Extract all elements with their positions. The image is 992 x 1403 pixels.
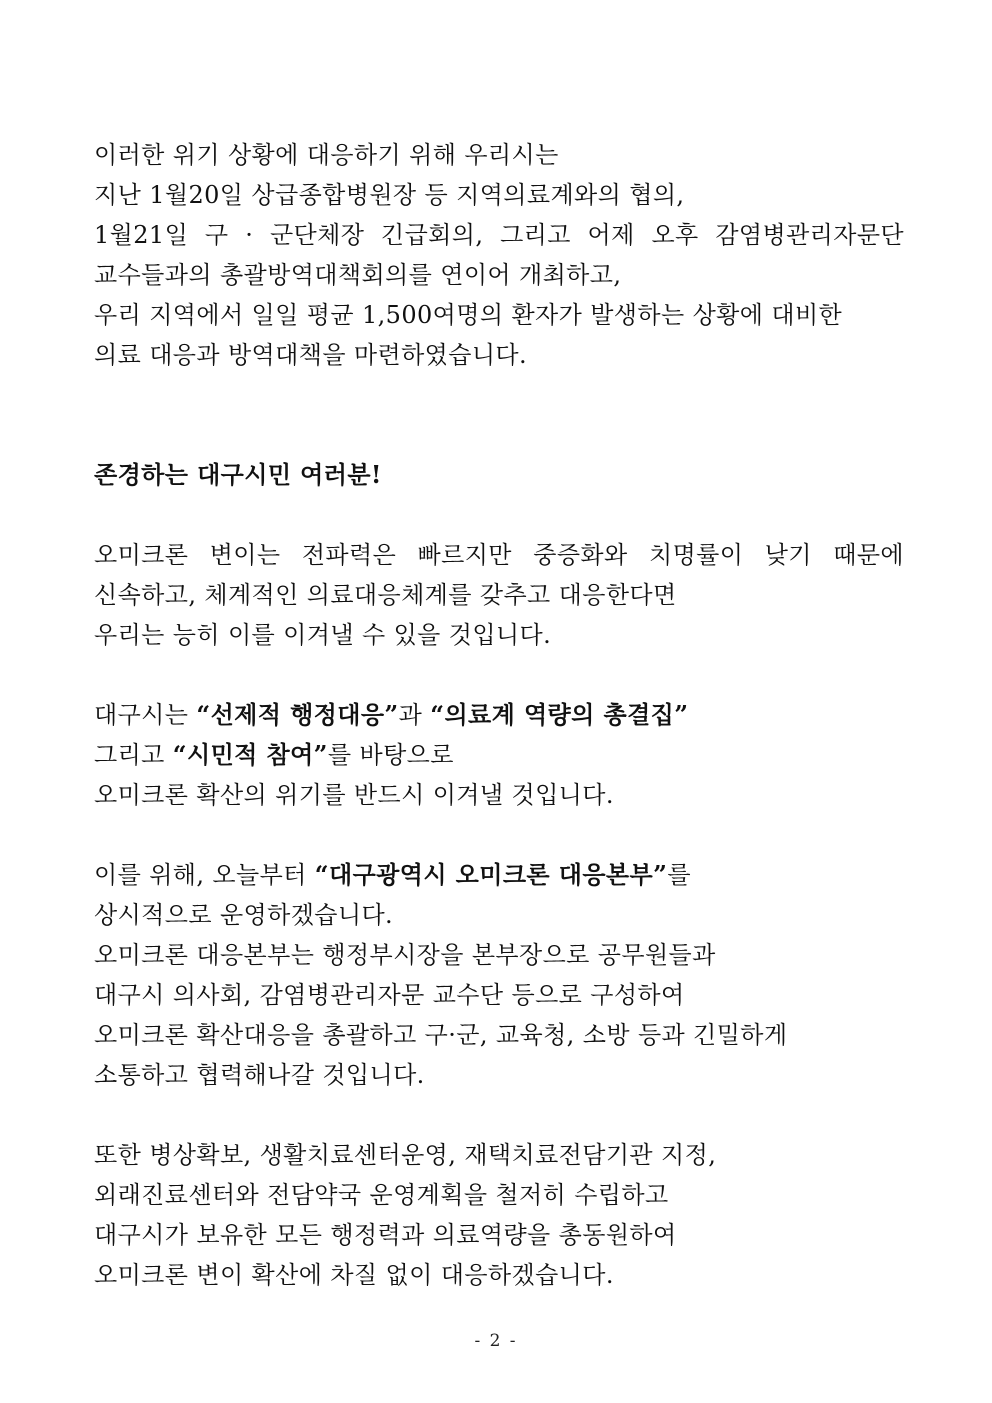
text-run: 를 바탕으로 <box>327 741 454 769</box>
text-run: 그리고 <box>94 741 173 769</box>
page-number: - 2 - <box>474 1331 518 1351</box>
blank-space <box>94 495 904 535</box>
emphasis-text: “선제적 행정대응” <box>196 700 399 729</box>
text-line: 1월21일 구 · 군단체장 긴급회의, 그리고 어제 오후 감염병관리자문단 <box>94 221 904 249</box>
text-line: 외래진료센터와 전담약국 운영계획을 철저히 수립하고 <box>94 1181 669 1209</box>
text-line: 오미크론 변이 확산에 차질 없이 대응하겠습니다. <box>94 1261 614 1289</box>
text-line: 신속하고, 체계적인 의료대응체계를 갖추고 대응한다면 <box>94 581 677 609</box>
text-line: 이러한 위기 상황에 대응하기 위해 우리시는 <box>94 141 559 169</box>
emphasis-text: “의료계 역량의 총결집” <box>430 700 689 729</box>
text-line: 우리 지역에서 일일 평균 1,500여명의 환자가 발생하는 상황에 대비한 <box>94 301 843 329</box>
emphasis-text: “시민적 참여” <box>172 740 328 769</box>
paragraph-response-measures <box>94 135 904 375</box>
blank-space <box>94 375 904 455</box>
text-line: 대구시 의사회, 감염병관리자문 교수단 등으로 구성하여 <box>94 981 685 1009</box>
text-line: 대구시가 보유한 모든 행정력과 의료역량을 총동원하여 <box>94 1221 677 1249</box>
paragraph-city-commitment <box>94 695 904 815</box>
paragraph-omicron-outlook <box>94 535 904 655</box>
blank-space <box>94 655 904 695</box>
text-line: 또한 병상확보, 생활치료센터운영, 재택치료전담기관 지정, <box>94 1141 717 1169</box>
text-line: 오미크론 변이는 전파력은 빠르지만 중증화와 치명률이 낮기 때문에 <box>94 541 904 569</box>
paragraph-medical-plan <box>94 1135 904 1295</box>
paragraph-response-headquarters <box>94 855 904 1095</box>
text-line: 상시적으로 운영하겠습니다. <box>94 901 394 929</box>
text-line <box>94 695 904 735</box>
text-line: 의료 대응과 방역대책을 마련하였습니다. <box>94 341 528 369</box>
text-line: 우리는 능히 이를 이겨낼 수 있을 것입니다. <box>94 621 552 649</box>
text-run: 대구시는 <box>94 701 197 729</box>
blank-space <box>94 1095 904 1135</box>
emphasis-text: “대구광역시 오미크론 대응본부” <box>314 860 668 889</box>
text-run: 를 <box>667 861 691 889</box>
blank-space <box>94 815 904 855</box>
text-line: 오미크론 확산의 위기를 반드시 이겨낼 것입니다. <box>94 781 614 809</box>
document-body <box>94 135 904 1295</box>
text-line: 지난 1월20일 상급종합병원장 등 지역의료계와의 협의, <box>94 181 685 209</box>
greeting-heading: 존경하는 대구시민 여러분! <box>94 460 382 489</box>
text-line: 오미크론 대응본부는 행정부시장을 본부장으로 공무원들과 <box>94 941 716 969</box>
text-line <box>94 855 904 895</box>
text-run: 이를 위해, 오늘부터 <box>94 861 315 889</box>
text-run: 과 <box>398 701 431 729</box>
text-line: 소통하고 협력해나갈 것입니다. <box>94 1061 425 1089</box>
text-line: 교수들과의 총괄방역대책회의를 연이어 개최하고, <box>94 261 622 289</box>
text-line: 오미크론 확산대응을 총괄하고 구·군, 교육청, 소방 등과 긴밀하게 <box>94 1021 788 1049</box>
text-line <box>94 735 904 775</box>
